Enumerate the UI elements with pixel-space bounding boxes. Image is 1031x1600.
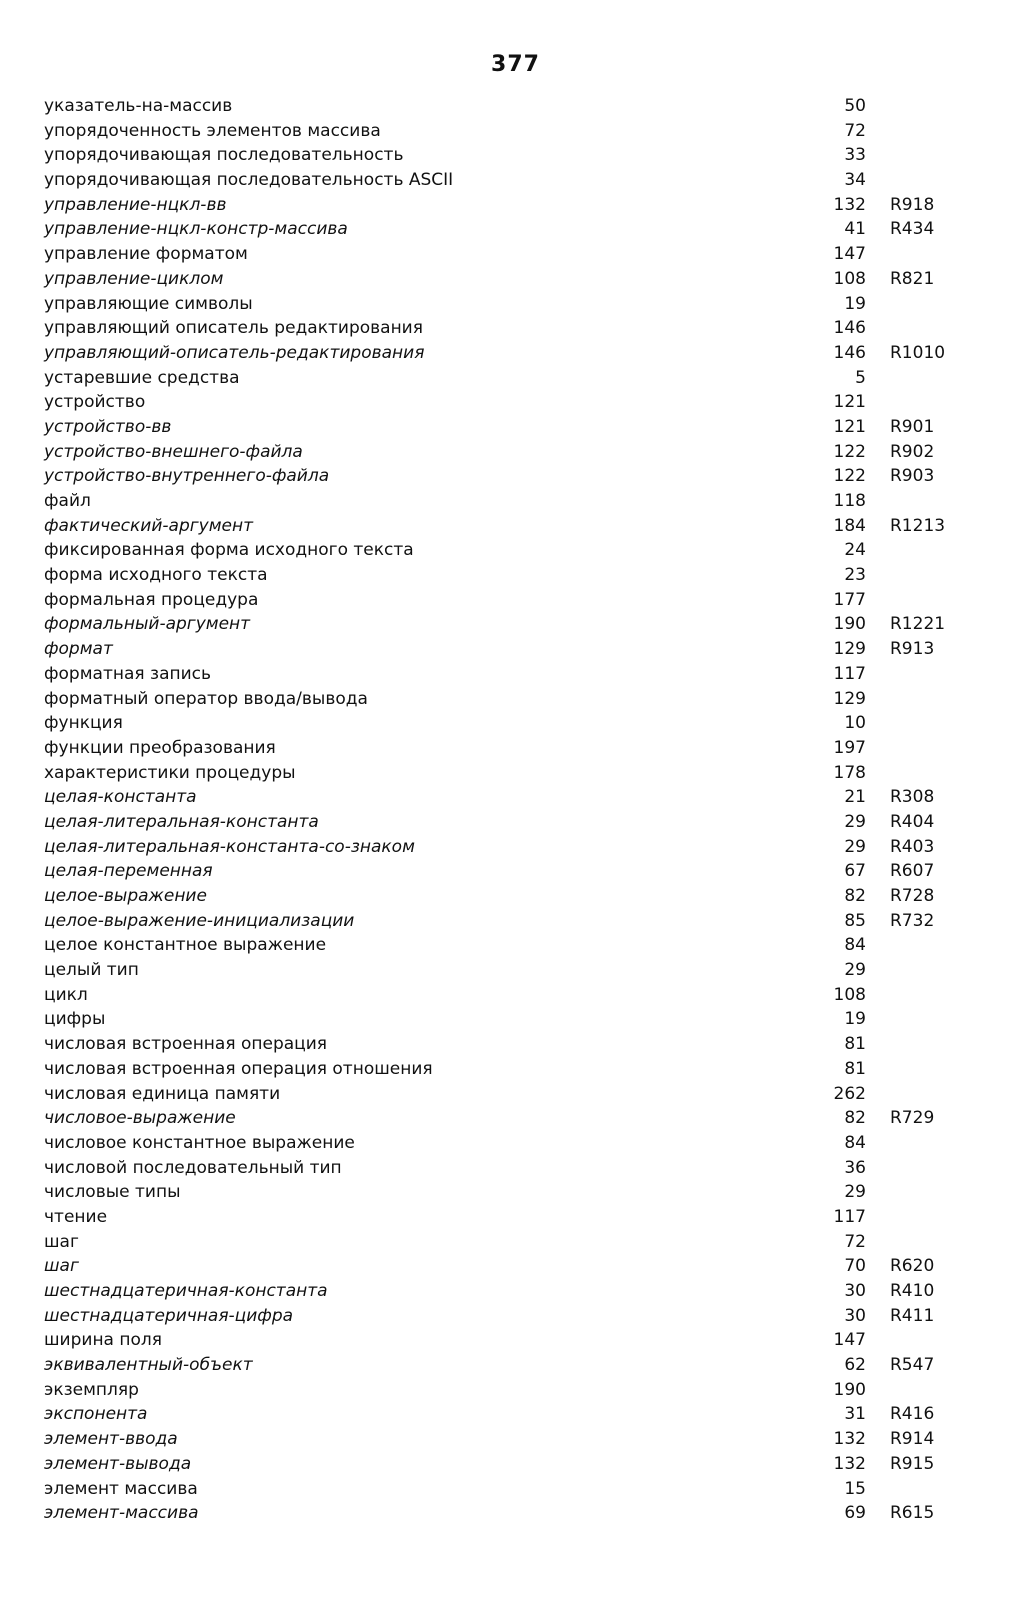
page-reference: 132 (833, 1453, 866, 1474)
index-term: функция (44, 713, 123, 734)
page-reference: 72 (844, 120, 866, 141)
index-term: экземпляр (44, 1379, 139, 1400)
rule-reference: R620 (890, 1256, 935, 1277)
index-entry (44, 933, 944, 958)
rule-reference: R821 (890, 268, 935, 289)
index-term: целое-выражение-инициализации (44, 910, 355, 931)
index-entry (44, 538, 944, 563)
index-entry (44, 242, 944, 267)
index-term: формальная процедура (44, 589, 259, 610)
index-term: целая-литеральная-константа-со-знаком (44, 836, 415, 857)
index-term: чтение (44, 1206, 108, 1227)
index-term: функции преобразования (44, 737, 276, 758)
rule-reference: R410 (890, 1281, 935, 1301)
rule-reference: R1221 (890, 614, 946, 635)
index-entry (44, 1304, 944, 1329)
rule-reference: R404 (890, 811, 935, 832)
index-entry (44, 1452, 944, 1477)
page-reference: 82 (844, 1108, 866, 1129)
index-entry (44, 884, 944, 909)
index-term: числовая единица памяти (44, 1083, 281, 1104)
page-reference: 67 (844, 861, 866, 882)
index-term: фиксированная форма исходного текста (44, 540, 414, 561)
index-entry (44, 415, 944, 440)
rule-reference: R901 (890, 416, 935, 437)
index-entry (44, 1477, 944, 1502)
page-reference: 82 (844, 886, 866, 906)
page-reference: 31 (844, 1404, 866, 1425)
page-reference: 33 (844, 145, 866, 166)
index-entry (44, 341, 944, 366)
index-entry (44, 1378, 944, 1403)
index-term: шаг (44, 1231, 79, 1252)
page-reference: 19 (844, 293, 866, 314)
page-reference: 129 (833, 688, 866, 709)
page-reference: 84 (844, 1132, 866, 1153)
index-entry (44, 1279, 944, 1304)
page-reference: 197 (833, 737, 866, 758)
index-entry (44, 168, 944, 193)
index-term: файл (44, 491, 91, 511)
index-term: управление-нцкл-констр-массива (44, 219, 348, 240)
index-term: целый тип (44, 960, 139, 981)
page-reference: 85 (844, 910, 866, 931)
page-reference: 262 (833, 1083, 866, 1104)
index-term: числовой последовательный тип (44, 1157, 342, 1178)
index-term: указатель-на-массив (44, 96, 233, 116)
index-term: числовое константное выражение (44, 1132, 355, 1153)
page-reference: 10 (844, 713, 866, 734)
index-term: элемент-массива (44, 1503, 199, 1524)
index-entry (44, 1427, 944, 1452)
index-entry (44, 761, 944, 786)
index-entry (44, 1180, 944, 1205)
index-term: упорядоченность элементов массива (44, 120, 381, 141)
page-reference: 5 (855, 367, 866, 388)
index-term: устройство-внутреннего-файла (44, 466, 330, 487)
page-reference: 34 (844, 170, 866, 191)
rule-reference: R1010 (890, 342, 946, 363)
index-term: форма исходного текста (44, 565, 268, 586)
index-entry (44, 612, 944, 637)
index-term: целая-константа (44, 787, 197, 808)
index-term: шестнадцатеричная-цифра (44, 1305, 294, 1326)
rule-reference: R915 (890, 1453, 935, 1474)
page-reference: 129 (833, 639, 866, 660)
index-entry (44, 1254, 944, 1279)
page-reference: 81 (844, 1058, 866, 1079)
index-term: целое-выражение (44, 886, 207, 906)
index-entry (44, 94, 944, 119)
index-entry (44, 440, 944, 465)
index-entry (44, 464, 944, 489)
index-term: шестнадцатеричная-константа (44, 1281, 328, 1301)
rule-reference: R902 (890, 441, 935, 462)
index-term: фактический-аргумент (44, 515, 254, 536)
page-reference: 147 (833, 244, 866, 265)
index-term: ширина поля (44, 1330, 162, 1351)
index-term: устаревшие средства (44, 367, 240, 388)
rule-reference: R416 (890, 1404, 935, 1425)
index-entry (44, 736, 944, 761)
page-reference: 121 (833, 392, 866, 413)
index-entry (44, 193, 944, 218)
rule-reference: R903 (890, 466, 935, 487)
index-term: форматный оператор ввода/вывода (44, 688, 368, 709)
index-entry (44, 785, 944, 810)
index-term: числовая встроенная операция отношения (44, 1058, 433, 1079)
index-term: целая-литеральная-константа (44, 811, 319, 832)
index-entry (44, 563, 944, 588)
index-term: управление форматом (44, 244, 248, 265)
page-reference: 15 (844, 1478, 866, 1499)
index-term: шаг (44, 1256, 79, 1277)
rule-reference: R607 (890, 861, 935, 882)
page-reference: 121 (833, 416, 866, 437)
index-term: характеристики процедуры (44, 762, 296, 783)
index-term: упорядочивающая последовательность (44, 145, 404, 166)
index-entry (44, 217, 944, 242)
page-reference: 132 (833, 1429, 866, 1450)
index-entry (44, 366, 944, 391)
page-reference: 29 (844, 836, 866, 857)
page-reference: 117 (833, 1206, 866, 1227)
index-term: эквивалентный-объект (44, 1355, 253, 1376)
page-reference: 62 (844, 1355, 866, 1376)
rule-reference: R1213 (890, 515, 946, 536)
index-entry (44, 1230, 944, 1255)
index-entry (44, 687, 944, 712)
page-reference: 30 (844, 1281, 866, 1301)
page-reference: 190 (833, 1379, 866, 1400)
page-reference: 41 (844, 219, 866, 240)
index-term: целое константное выражение (44, 935, 327, 956)
page-reference: 146 (833, 342, 866, 363)
page-reference: 132 (833, 194, 866, 215)
index-entry (44, 267, 944, 292)
page-reference: 69 (844, 1503, 866, 1524)
index-term: управляющий описатель редактирования (44, 318, 423, 339)
rule-reference: R728 (890, 886, 935, 906)
index-term: цифры (44, 1009, 106, 1030)
rule-reference: R308 (890, 787, 935, 808)
index-entry (44, 1328, 944, 1353)
page-reference: 29 (844, 811, 866, 832)
index-list (44, 94, 944, 1526)
index-term: числовая встроенная операция (44, 1034, 327, 1055)
rule-reference: R918 (890, 194, 935, 215)
index-entry (44, 1205, 944, 1230)
index-entry (44, 711, 944, 736)
rule-reference: R434 (890, 219, 935, 240)
page-reference: 190 (833, 614, 866, 635)
index-entry (44, 588, 944, 613)
index-term: формальный-аргумент (44, 614, 251, 635)
index-term: управляющие символы (44, 293, 253, 314)
index-entry (44, 983, 944, 1008)
page-reference: 29 (844, 960, 866, 981)
index-entry (44, 1501, 944, 1526)
index-entry (44, 1402, 944, 1427)
rule-reference: R411 (890, 1305, 935, 1326)
index-term: цикл (44, 984, 88, 1005)
page-reference: 147 (833, 1330, 866, 1351)
page-reference: 36 (844, 1157, 866, 1178)
index-term: устройство-вв (44, 416, 172, 437)
index-term: устройство-внешнего-файла (44, 441, 303, 462)
index-term: управление-циклом (44, 268, 224, 289)
page-reference: 108 (833, 268, 866, 289)
page-reference: 19 (844, 1009, 866, 1030)
index-entry (44, 1131, 944, 1156)
index-term: числовые типы (44, 1182, 181, 1203)
index-entry (44, 1156, 944, 1181)
index-entry (44, 143, 944, 168)
page-reference: 72 (844, 1231, 866, 1252)
index-entry (44, 958, 944, 983)
page-reference: 184 (833, 515, 866, 536)
index-term: числовое-выражение (44, 1108, 236, 1129)
index-entry (44, 119, 944, 144)
index-entry (44, 390, 944, 415)
index-entry (44, 637, 944, 662)
index-entry (44, 810, 944, 835)
page-reference: 29 (844, 1182, 866, 1203)
index-term: управление-нцкл-вв (44, 194, 227, 215)
page-reference: 70 (844, 1256, 866, 1277)
rule-reference: R913 (890, 639, 935, 660)
page-reference: 24 (844, 540, 866, 561)
page-reference: 178 (833, 762, 866, 783)
page-reference: 177 (833, 589, 866, 610)
index-entry (44, 835, 944, 860)
index-entry (44, 1032, 944, 1057)
index-term: управляющий-описатель-редактирования (44, 342, 425, 363)
index-term: целая-переменная (44, 861, 213, 882)
index-term: упорядочивающая последовательность ASCII (44, 170, 454, 191)
rule-reference: R729 (890, 1108, 935, 1129)
index-term: элемент-вывода (44, 1453, 192, 1474)
index-entry (44, 859, 944, 884)
page-reference: 122 (833, 441, 866, 462)
page-reference: 84 (844, 935, 866, 956)
index-entry (44, 1007, 944, 1032)
rule-reference: R403 (890, 836, 935, 857)
page-reference: 23 (844, 565, 866, 586)
page-reference: 30 (844, 1305, 866, 1326)
rule-reference: R732 (890, 910, 935, 931)
index-entry (44, 514, 944, 539)
index-term: форматная запись (44, 663, 212, 684)
index-term: экспонента (44, 1404, 148, 1425)
page-reference: 122 (833, 466, 866, 487)
index-entry (44, 316, 944, 341)
index-entry (44, 1106, 944, 1131)
rule-reference: R615 (890, 1503, 935, 1524)
page-reference: 117 (833, 663, 866, 684)
index-entry (44, 292, 944, 317)
index-entry (44, 662, 944, 687)
page-reference: 50 (844, 96, 866, 116)
page-reference: 21 (844, 787, 866, 808)
page-number: 377 (491, 52, 540, 77)
index-entry (44, 1057, 944, 1082)
index-entry (44, 1353, 944, 1378)
page-reference: 81 (844, 1034, 866, 1055)
page-reference: 108 (833, 984, 866, 1005)
page-reference: 146 (833, 318, 866, 339)
index-entry (44, 489, 944, 514)
index-term: элемент массива (44, 1478, 198, 1499)
index-term: формат (44, 639, 113, 660)
rule-reference: R914 (890, 1429, 935, 1450)
rule-reference: R547 (890, 1355, 935, 1376)
index-term: устройство (44, 392, 146, 413)
index-term: элемент-ввода (44, 1429, 178, 1450)
index-entry (44, 1082, 944, 1107)
index-entry (44, 909, 944, 934)
page-reference: 118 (833, 491, 866, 511)
